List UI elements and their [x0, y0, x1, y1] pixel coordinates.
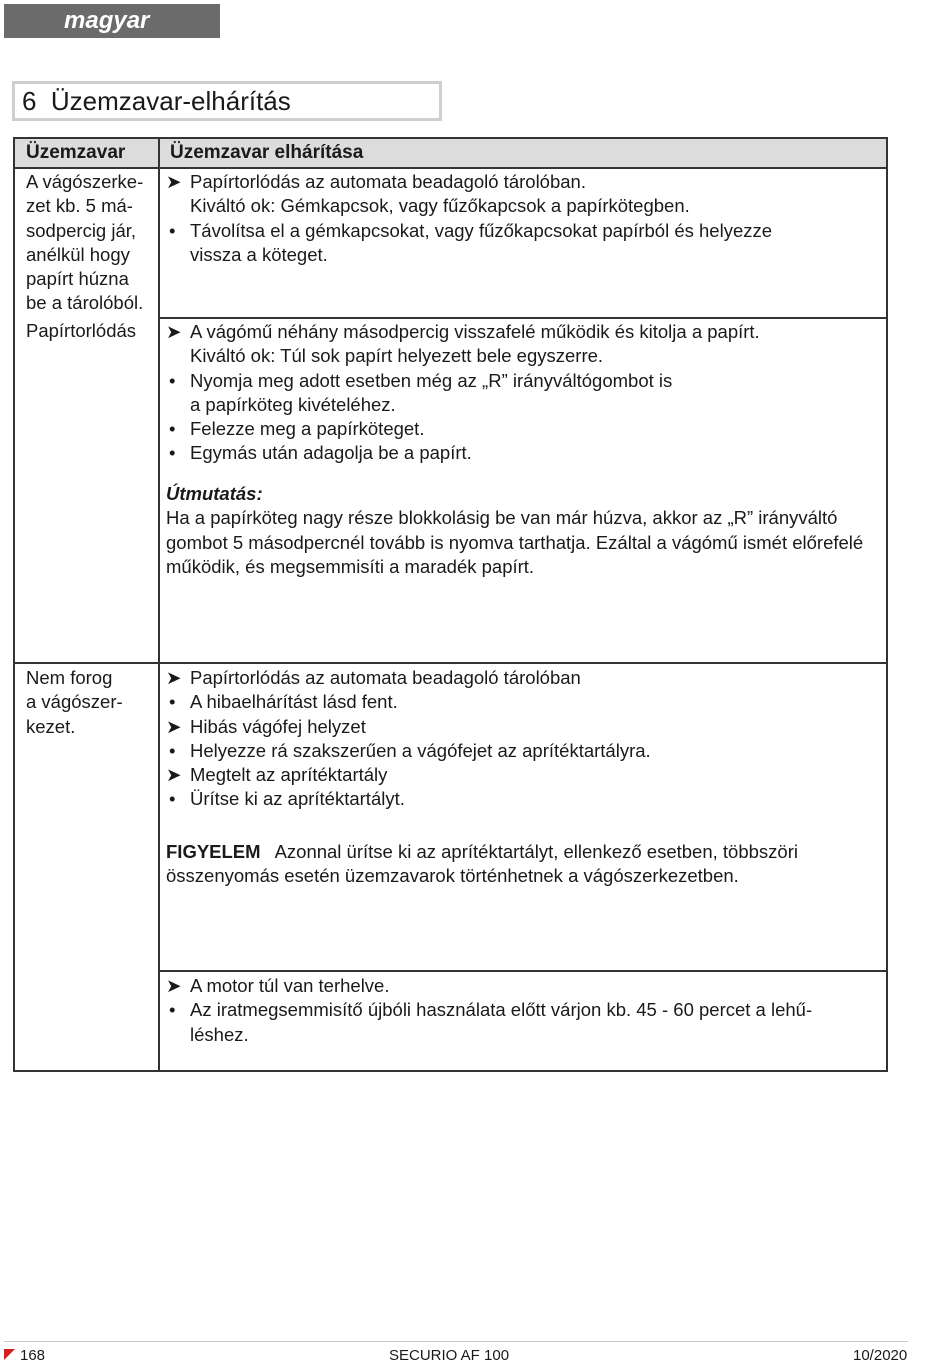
list-item: ➤ Hibás vágófej helyzet [166, 715, 881, 739]
list-item: Kiváltó ok: Gémkapcsok, vagy fűzőkapcsok a papírkötegben. [190, 195, 690, 217]
list-item: ➤ Papírtorlódás az automata beadagoló tárolóban [166, 666, 881, 690]
bullet-icon: • [169, 219, 176, 241]
column-divider [158, 139, 160, 1070]
bullet-icon: • [169, 369, 176, 391]
section-title: 6 Üzemzavar-elhárítás [12, 81, 442, 121]
list-item: • Az iratmegsemmisítő újbóli használata előtt várjon kb. 45 - 60 percet a lehű- [166, 998, 881, 1022]
list-item: • Helyezze rá szakszerűen a vágófejet az aprítéktartályra. [166, 739, 881, 763]
row-divider [158, 970, 886, 972]
arrow-marker-icon: ➤ [166, 975, 182, 996]
bullet-icon: • [169, 442, 176, 464]
list-item: ➤ Papírtorlódás az automata beadagoló tárolóban. [166, 170, 881, 194]
warning-label: FIGYELEM [166, 841, 261, 862]
hint-title: Útmutatás: [166, 483, 263, 504]
list-item: ➤ A vágómű néhány másodpercig visszafelé működik és kitolja a papírt. [166, 320, 881, 344]
bullet-icon: • [169, 788, 176, 810]
list-item: ➤ A motor túl van terhelve. [166, 974, 881, 998]
column-header-remedy: Üzemzavar elhárítása [170, 142, 364, 163]
fault-cell: Papírtorlódás [26, 320, 137, 341]
arrow-marker-icon: ➤ [166, 171, 182, 192]
bullet-icon: • [169, 691, 176, 713]
list-item: Kiváltó ok: Túl sok papírt helyezett bele egyszerre. [190, 345, 604, 367]
page-corner-marker-icon [4, 1349, 15, 1360]
arrow-marker-icon: ➤ [166, 715, 182, 737]
document-date: 10/2020 [853, 1347, 908, 1364]
page-number: 168 [20, 1347, 46, 1364]
warning-note [166, 840, 881, 889]
list-item: • Felezze meg a papírköteget. [166, 417, 881, 441]
hint-text: Ha a papírköteg nagy része blokkolásig be van már húzva, akkor az „R” irányváltó gombot 5 másodpercnél tovább is nyomva tarthatja. Ezáltal a vágómű ismét előrefelé működik, és megsemmisíti a maradék papírt. [166, 507, 864, 577]
list-item: a papírköteg kivételéhez. [190, 393, 396, 415]
language-tab: magyar [4, 4, 220, 38]
list-item: • Egymás után adagolja be a papírt. [166, 441, 881, 465]
list-item: • A hibaelhárítást lásd fent. [166, 690, 881, 714]
table-header [15, 139, 886, 169]
troubleshooting-table [13, 137, 888, 1072]
remedy-cell [166, 320, 881, 466]
list-item: • Távolítsa el a gémkapcsokat, vagy fűzőkapcsokat papírból és helyezze [166, 219, 881, 243]
list-item: • Ürítse ki az aprítéktartályt. [166, 787, 881, 811]
remedy-cell [166, 170, 881, 267]
footer-divider [4, 1341, 908, 1342]
arrow-marker-icon: ➤ [166, 764, 182, 786]
column-header-fault: Üzemzavar [26, 142, 126, 163]
arrow-marker-icon: ➤ [166, 667, 182, 688]
list-item: vissza a köteget. [190, 243, 328, 265]
fault-cell: Nem forog a vágószer- kezet. [26, 667, 123, 737]
bullet-icon: • [169, 739, 176, 761]
product-name: SECURIO AF 100 [389, 1347, 510, 1364]
row-divider [158, 317, 886, 319]
remedy-cell [166, 666, 881, 812]
list-item: léshez. [190, 1023, 249, 1045]
bullet-icon: • [169, 418, 176, 440]
row-divider [15, 662, 886, 664]
list-item: ➤ Megtelt az aprítéktartály [166, 763, 881, 787]
bullet-icon: • [169, 999, 176, 1021]
remedy-cell [166, 974, 881, 1047]
fault-cell: A vágószerke- zet kb. 5 má- sodpercig jár, anélkül hogy papírt húzna be a tárolóból. [26, 171, 144, 314]
arrow-marker-icon: ➤ [166, 321, 182, 342]
warning-text: Azonnal ürítse ki az aprítéktartályt, ellenkező esetben, többszöri összenyomás esetén üzemzavarok történhetnek a vágószerkezetben. [166, 841, 798, 887]
hint-note [166, 482, 881, 579]
list-item: • Nyomja meg adott esetben még az „R” irányváltógombot is [166, 369, 881, 393]
